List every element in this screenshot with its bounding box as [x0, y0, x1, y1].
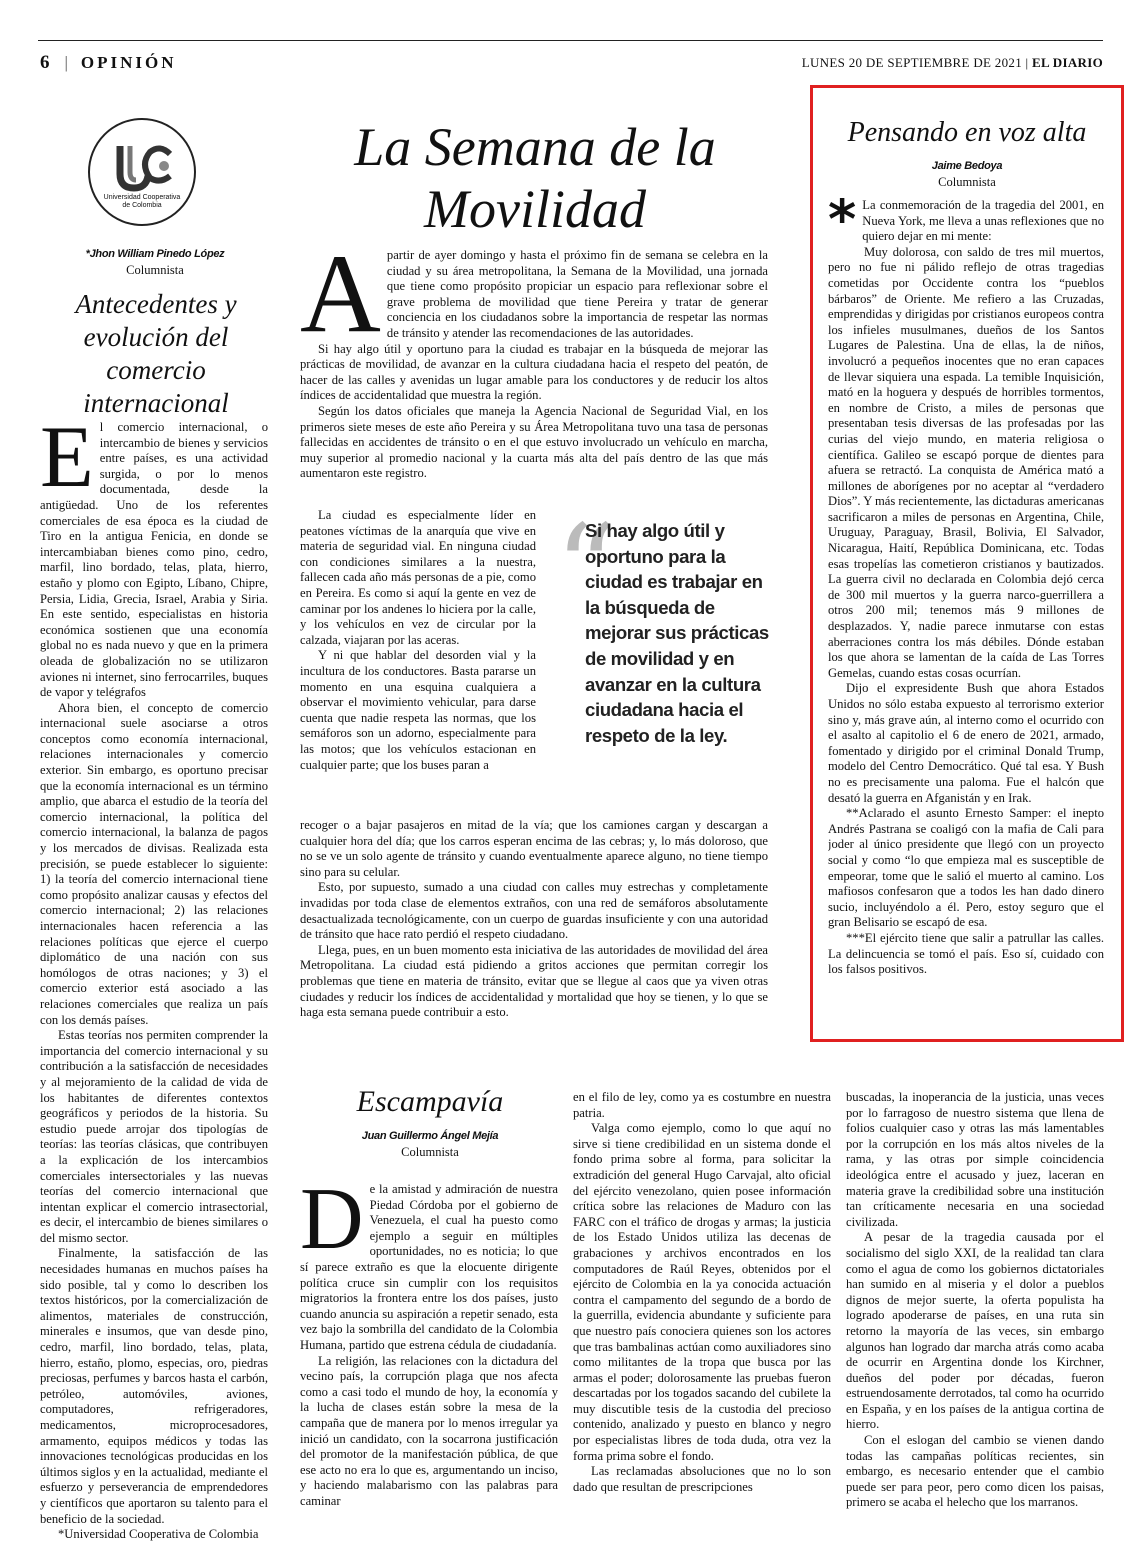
header-rule [38, 40, 1103, 41]
col-right-paragraph: **Aclarado el asunto Ernesto Samper: el inepto Andrés Pastrana se coaligó con la mafia de Cali para joder al único presidente que llegó con un proyecto social y como “lo que empieza mal es susceptible de empeorar, tome que le salió el muerto al camino. Los mafiosos confesaron que a todos les han dado dinero sucio, incluyéndolo a él. Pero, estoy seguro que el gran Belisario se escapó de esa. [828, 806, 1104, 930]
pull-quote: Si hay algo útil y oportuno para la ciudad es trabajar en la búsqueda de mejorar sus prácticas de movilidad y en avanzar en la cultura ciudadana hacia el respeto de la ley. [585, 520, 769, 746]
bottom-paragraph: Valga como ejemplo, como lo que aquí no sirve si tiene credibilidad en un sistema donde el fondo prima sobre al forma, para solicitar la extradición del general Hugo Carvajal, alto oficial del ejército venezolano, quien posee información crítica sobre las relaciones de Maduro con las FARC con el tráfico de drogas y armas; la justicia de los Estado Unidos utiliza las decenas de grabaciones y archivos encontrados en los computadores de Raúl Reyes, obtenidos por el ejército de Colombia en la ya conocida actuación contra el campamento del segundo de a bordo de la guerrilla, evidencia abundante y suficiente para que nuestro país conociera quienes son los actores que tras bambalinas actúan como auxiliadores sino como militantes de la tropa que busca por las armas el poder; dolorosamente las pruebas fueron descartadas por los togados sacando del cubilete la muy discutible tesis de la custodia del precioso contenido, analizado y puesto en blanco y negro por especialistas libres de toda duda, otra vez la forma prima sobre el fondo. [573, 1121, 831, 1463]
editorial-lead [300, 232, 768, 482]
editorial-paragraph: Llega, pues, en un buen momento esta iniciativa de las autoridades de movilidad del área Metropolitana. La ciudad está pidiendo a gritos acciones que permitan corregir los problemas que tiene en materia de tránsito, evitar que se llegue al caos que ya viven otras ciudades y reducir los índices de accidentalidad y mortalidad que hoy se tienen, y lo que se haga esta semana puede contribuir a esto. [300, 942, 768, 1020]
bottom-col-c [846, 1090, 1104, 1552]
col-right-article [828, 198, 1104, 1036]
section-name: OPINIÓN [80, 53, 177, 72]
bottom-title: Escampavía [356, 1085, 504, 1118]
col1-role: Columnista [126, 263, 184, 277]
quote-mark-icon: “ [555, 500, 617, 639]
bottom-paragraph: buscadas, la inoperancia de la justicia, unas veces por lo farragoso de nuestro sistema que llena de folios cualquier caso y otras las más lamentables por la corrupción en los más altos niveles de la rama, y las otras por simple coincidencia ideológica entre el acusado y juez, laceran en materia grave la credibilidad sobre una institución tan críticamente necesaria en una sociedad civilizada. [846, 1090, 1104, 1229]
bottom-paragraph: Con el eslogan del cambio se vienen dando todas las campañas políticas recientes, sin embargo, es necesario entender que el cambio puede ser para peor, pero como dicen los paisas, primero se acaba el helecho que los marranos. [846, 1433, 1104, 1510]
bottom-col-a [300, 1182, 558, 1552]
col1-dropcap: E [40, 420, 94, 506]
editorial-title: La Semana de la Movilidad [354, 117, 716, 239]
col1-paragraph: Finalmente, la satisfacción de las necesidades humanas en muchos países ha sido posible, tal y como lo describen los textos históricos, por la comercialización de alimentos, materiales de construcción, minerales e insumos, que van desde pino, cedro, marfil, lino bordado, telas, plata, hierro, estaño, plomo, especias, oro, piedras preciosas, perfumes y barcos hasta el carbón, petróleo, automóviles, aviones, computadores, refrigeradores, medicamentos, microprocesadores, armamento, equipos médicos y todas las innovaciones tecnológicas producidas en los últimos siglos y en la actualidad, mediante el esfuerzo y perseverancia de emprendedores y científicos que aportaron su talento para el beneficio de la sociedad. [40, 1246, 268, 1526]
date-line: LUNES 20 DE SEPTIEMBRE DE 2021 | EL DIARIO [801, 55, 1103, 70]
editorial-paragraph: Según los datos oficiales que maneja la Agencia Nacional de Seguridad Vial, en los primeros siete meses de este año Pereira y su Área Metropolitana tuvo una tasa de personas fallecidas en accidentes de tránsito o en el que estuvo involucrado un vehículo en marcha, muy superior al promedio nacional y la cuarta más alta del país dentro de las que más aumentaron este registro. [300, 403, 768, 481]
editorial-paragraph: Y ni que hablar del desorden vial y la incultura de los conductores. Basta pararse un momento en una esquina cualquiera a observar el movimiento vehicular, para darse cuenta que nadie respeta las normas, que los semáforos son un adorno, especialmente para las motos; que los vehículos estacionan en cualquier parte; que los buses paran a [300, 648, 536, 772]
col1-article [40, 420, 268, 1545]
bottom-author: Juan Guillermo Ángel Mejía [361, 1130, 499, 1142]
col-right-paragraph: ***El ejército tiene que salir a patrullar las calles. La delincuencia se tomó el país. Eso sí, cuidado con los falsos positivos. [828, 930, 1104, 977]
col-right-author: Jaime Bedoya [931, 160, 1003, 172]
col1-paragraph: El comercio internacional, o intercambio de bienes y servicios entre países, es una actividad surgida, o por lo menos documentada, desde la antigüedad. Uno de los referentes comerciales de esa época es la ciudad de Tiro en la antigua Fenicia, en donde se intercambiaban bienes como pino, cedro, marfil, lino bordado, telas, plata, hierro, estaño y plomo con Egipto, Líbano, Chipre, Persia, Lidia, Grecia, Israel, Arabia y Siria. En este sentido, especialistas en historia económica sostienen que una economía global no es nada nuevo y que en la primera oleada de globalización no se utilizaron aviones ni internet, sino ferrocarriles, buques de vapor y telégrafos [40, 420, 268, 700]
bottom-paragraph: De la amistad y admiración de nuestra Piedad Córdoba por el gobierno de Venezuela, el cual ha puesto como ejemplo a seguir en múltiples oportunidades, no es noticia; lo que sí parece extraño es que la elocuente dirigente política cruce sin cumplir con los requisitos migratorios la frontera entre los dos países, justo cuando anuncia su aspiración a repetir senado, esta vez bajo la sombrilla del candidato de la Colombia Humana, partido que estrena cédula de ciudadanía. [300, 1182, 558, 1352]
bottom-paragraph: en el filo de ley, como ya es costumbre en nuestra patria. [573, 1090, 831, 1120]
asterisk-icon: * [828, 198, 857, 251]
col-right-title: Pensando en voz alta [847, 117, 1087, 148]
page-number: 6 [40, 52, 53, 73]
col-right-paragraph: Dijo el expresidente Bush que ahora Estados Unidos no sólo estaba expuesto al terrorismo exterior sino y, más grave aún, al interno como el ocurrido con el asalto al capitolio el 6 de enero de 2021, armado, fomentado y dirigido por el criminal Donald Trump, modelo del Centro Democrático. Qué tal esa. Y Bush no es precisamente una paloma. Fue el halcón que desató la guerra en Afganistán y en Irak. [828, 681, 1104, 805]
bottom-role: Columnista [401, 1145, 459, 1159]
editorial-paragraph: Si hay algo útil y oportuno para la ciudad es trabajar en la búsqueda de mejorar las prácticas de movilidad, de avanzar en la cultura ciudadana hacia el respeto del peatón, de hacer de las calles y avenidas un lugar amable para los conductores y de reducir los altos índices de accidentalidad que muestra la región. [300, 341, 768, 403]
logo-text: Universidad Cooperativa de Colombia [103, 194, 181, 209]
editorial-paragraph: La ciudad es especialmente líder en peatones víctimas de la anarquía que vive en materia de seguridad vial. En ninguna ciudad con condiciones similares a la nuestra, fallecen cada año más personas de a pie, como en Pereira. Es como si aquí la gente en vez de caminar por los andenes lo hiciera por la calle, y los vehículos en vez de circular por la calzada, viajaran por las aceras. [300, 508, 536, 647]
editorial-tail [300, 818, 768, 1021]
col1-author: *Jhon William Pinedo López [85, 248, 225, 260]
bottom-col-b [573, 1090, 831, 1552]
col1-paragraph: Ahora bien, el concepto de comercio internacional suele asociarse a otros conceptos como economía internacional, relaciones internacionales y comercio exterior. Sin embargo, es oportuno precisar que la economía internacional es un término amplio, que abarca el estudio de la teoría del comercio internacional, la política del comercio internacional, la balanza de pagos y los mercados de divisas. Realizada esta precisión, se puede establecer lo siguiente: 1) la teoría del comercio internacional tiene como propósito analizar causas y efectos del comercio internacional; 2) las relaciones internacionales hacen referencia a las relaciones políticas que ejerce el cuerpo diplomático de una nación con sus homólogos de otras naciones; y 3) el comercio exterior está asociado a las relaciones comerciales que realiza un país con los demás países. [40, 700, 268, 1027]
section-header: 6 | OPINIÓN [40, 52, 177, 73]
editorial-paragraph: Apartir de ayer domingo y hasta el próximo fin de semana se celebra en la ciudad y su área metropolitana, la Semana de la Movilidad, una jornada que tiene como propósito propiciar un espacio para reflexionar sobre el grave problema de movilidad que tiene Pereira y tratar de generar conciencia en los ciudadanos sobre la importancia de respetar las normas de tránsito y atender las recomendaciones de las autoridades. [300, 232, 768, 356]
issue-date: LUNES 20 DE SEPTIEMBRE DE 2021 [801, 55, 1022, 70]
university-logo [88, 118, 196, 226]
col1-footnote: *Universidad Cooperativa de Colombia [58, 1527, 259, 1542]
bottom-paragraph: A pesar de la tragedia causada por el socialismo del siglo XXI, de la realidad tan clara como el agua de como los gobiernos dictatoriales han sumido en al miseria y el dolor a pueblos dignos de mejor suerte, la oferta populista ha logrado apoderarse de países, en una ruta sin retorno la mayoría de las veces, sin embargo algunos han logrado dar marcha atrás como acaba de ocurrir en Argentina donde los Kirchner, dueños del poder por décadas, fueron estruendosamente derrotados, tal como ha ocurrido en España, y en los países de la antigua cortina de hierro. [846, 1230, 1104, 1432]
col1-title: Antecedentes y evolución del comercio internacional [75, 289, 237, 418]
paper-name: EL DIARIO [1032, 55, 1103, 70]
col-right-paragraph: Muy dolorosa, con saldo de tres mil muertos, pero no fue ni pálido reflejo de otras tragedias cometidas por Occidente contra los “pueblos bárbaros” de Oriente. Me refiero a las Cruzadas, emprendidas y dirigidas por cristianos europeos contra los infieles musulmanes, dueños de los Santos Lugares de Palestina. Una de ellas, la de niños, involucró a pequeños inocentes que no eran capaces de llevar siquiera una espada. La temible Inquisición, mató en la hoguera y después de horribles tormentos, en nombre de Cristo, a miles de personas que presentaban tesis diversas de las profesadas por las curias del viejo mundo, en materia religiosa o científica. Galileo se escapó porque de dientes para afuera se retractó. La conquista de América mató a millones de aborígenes por no aceptar al “verdadero Dios”. Y más recientemente, las dictaduras americanas sacrificaron a miles de personas en Argentina, Chile, Uruguay, Paraguay, Brasil, Bolivia, El Salvador, Nicaragua, Haití, República Dominicana, etc. Todas esas tropelías las cometieron cristianos y bautizados. La guerra civil no declarada en Colombia dejó cerca de 300 mil muertos y la guerra narco-guerrillera a otros 200 mil; tenemos más 9 millones de desplazados. Y, nadie parece inmutarse con estas aberraciones contra los más débiles. Dónde estaban los que ahora se lamentan de la caída de Las Torres Gemelas, cuando estas cosas ocurrían. [828, 244, 1104, 680]
bottom-paragraph: Las reclamadas absoluciones que no lo son dado que resultan de prescripciones [573, 1464, 831, 1494]
col-right-role: Columnista [938, 175, 996, 189]
bottom-paragraph: La religión, las relaciones con la dictadura del vecino país, la corrupción plaga que nos afecta como a casi todo el mundo de hoy, la economía y la lucha de clases están sobre la mesa de la campaña que de manera por lo menos irregular ya inició un candidato, con la socarrona justificación del promotor de la manifestación pública, de que ese acto no era lo que es, argumentando un inciso, y haciendo malabarismo con las palabras para caminar [300, 1353, 558, 1508]
editorial-paragraph: recoger o a bajar pasajeros en mitad de la vía; que los camiones cargan y descargan a cualquier hora del día; que los carros esperan encima de las cebras; y, lo más doloroso, que no se ve un solo agente de tránsito y cuando eventualmente aparece alguno, no tiene tiempo sino para su celular. [300, 818, 768, 879]
editorial-paragraph: Esto, por supuesto, sumado a una ciudad con calles muy estrechas y completamente invadidas por toda clase de elementos extraños, con una red de semáforos absolutamente desactualizada tecnológicamente, con un cuerpo de guardas insuficiente y con una autoridad de tránsito que hace rato perdió el respeto ciudadano. [300, 880, 768, 942]
editorial-dropcap: A [300, 232, 381, 356]
col-right-paragraph: * La conmemoración de la tragedia del 2001, en Nueva York, me lleva a unas reflexiones que no quiero dejar en mi mente: [828, 198, 1104, 251]
bottom-dropcap: D [300, 1182, 364, 1268]
col1-paragraph: Estas teorías nos permiten comprender la importancia del comercio internacional y su contribución a la satisfacción de necesidades y al mejoramiento de la calidad de vida de los habitantes de diferentes contextos geográficos y periodos de la historia. Su estudio puede arrojar dos tipologías de teorías: las teorías clásicas, que contribuyen a la explicación de los intercambios comerciales intersectoriales y las nuevas teorías del comercio internacional que intentan explicar el comercio intrasectorial, es decir, el intercambio de bienes similares o del mismo sector. [40, 1028, 268, 1245]
editorial-narrow [300, 508, 536, 773]
